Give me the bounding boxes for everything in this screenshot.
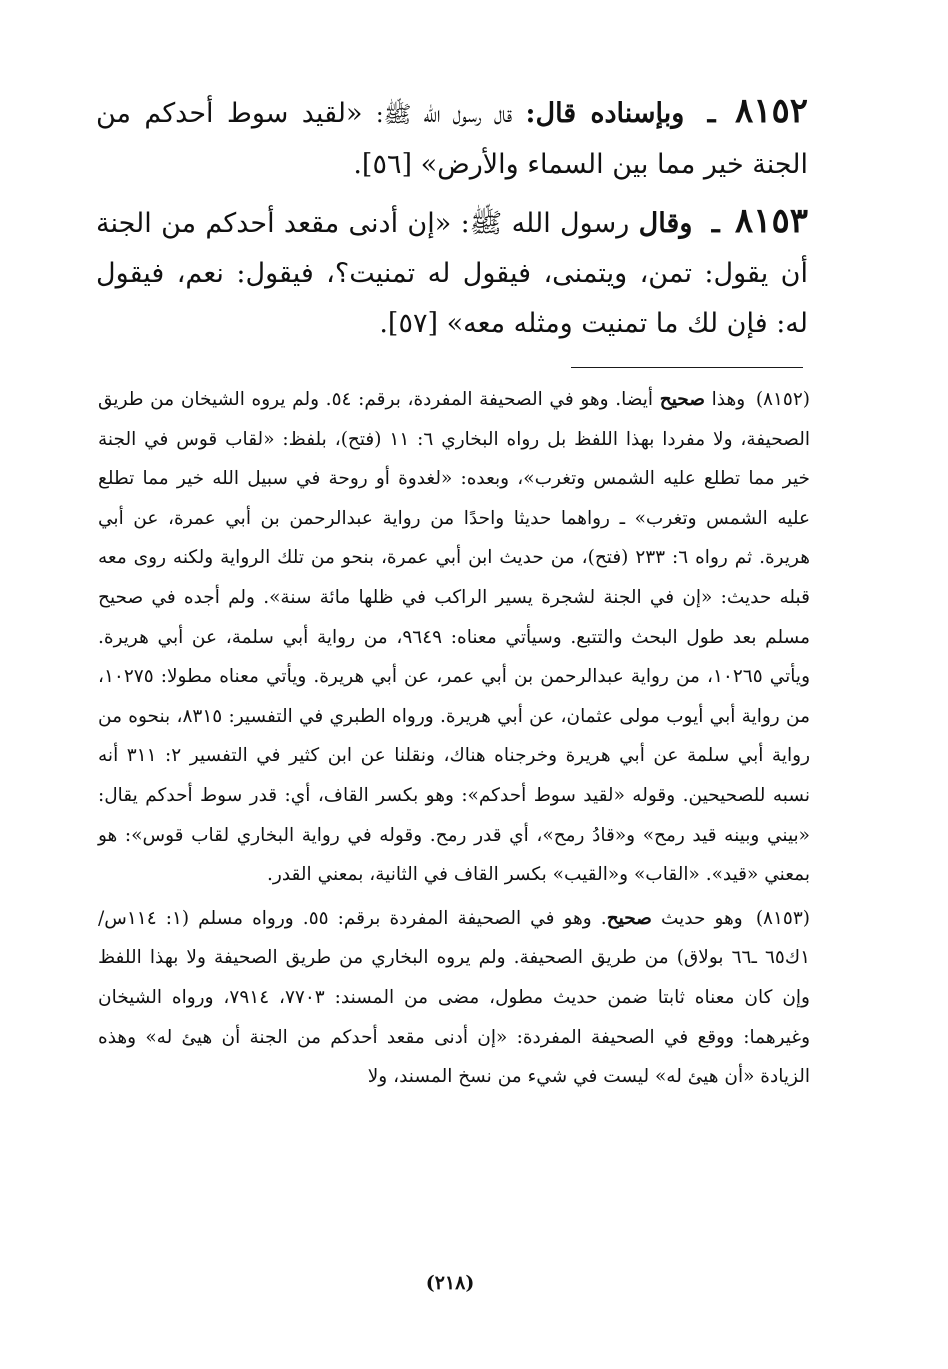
hadith-number: ٨١٥٣: [734, 201, 808, 241]
footnote-lead: وهذا: [711, 389, 746, 410]
footnote-8153: [98, 899, 810, 1097]
hadith-narrator: قال رسول الله ﷺ:: [375, 102, 513, 128]
hadith-lead: وبإسناده قال:: [525, 98, 685, 129]
hadith-dash: ـ: [711, 208, 720, 239]
footnote-text: أيضا. وهو في الصحيفة المفردة، برقم: ٥٤. ولم يروه الشيخان من طريق الصحيفة، ولا مفردا بهذا اللفظ بل رواه البخاري ٦: ١١ (فتح)، بلفظ: «لقاب قوس في الجنة خير مما تطلع عليه الشمس وتغرب»، وبعده: «لغدوة أو روحة في سبيل الله خير مما تطلع عليه الشمس وتغرب» ـ رواهما حديثا واحدًا من رواية عبدالرحمن بن أبي عمرة، عن أبي هريرة. ثم رواه ٦: ٢٣٣ (فتح)، من حديث ابن أبي عمرة، بنحو من تلك الرواية ولكنه روى معه قبله حديث: «إن في الجنة لشجرة يسير الراكب في ظلها مائة سنة». ولم أجده في صحيح مسلم بعد طول البحث والتتبع. وسيأتي معناه: ٩٦٤٩، من رواية أبي سلمة، عن أبي هريرة. ويأتي ١٠٢٦٥، من رواية عبدالرحمن بن أبي عمر، عن أبي هريرة. ويأتي معناه مطولا: ١٠٢٧٥، من رواية أبي أيوب مولى عثمان، عن أبي هريرة. ورواه الطبري في التفسير: ٨٣١٥، بنحوه من رواية أبي سلمة عن أبي هريرة وخرجناه هناك، ونقلنا عن ابن كثير في التفسير ٢: ٣١١ أنه نسبه للصحيحين. وقوله «لقيد سوط أحدكم»: وهو بكسر القاف، أي: قدر سوط أحدكم يقال: «بيني وبينه قيد رمح» و«قادُ رمح»، أي قدر رمح. وقوله في رواية البخاري لقاب قوس»: هو بمعني «قيد». «القاب» و«القيب» بكسر القاف في الثانية، بمعني القدر.: [98, 389, 811, 886]
footnote-ref: (٨١٥٢): [755, 389, 811, 410]
hadith-number: ٨١٥٢: [734, 91, 808, 131]
grade-label: صحيح: [659, 389, 705, 410]
hadith-8153: [96, 196, 808, 349]
hadith-text: «لقيد سوط أحدكم من الجنة خير مما بين السماء والأرض» [٥٦].: [96, 98, 808, 180]
hadith-dash: ـ: [707, 98, 716, 129]
hadith-lead: وقال: [638, 208, 693, 239]
hadith-narrator: رسول الله ﷺ:: [460, 208, 630, 239]
main-text: [96, 86, 808, 349]
footnote-lead: وهو حديث: [660, 907, 743, 929]
footnote-ref: (٨١٥٣): [755, 907, 811, 929]
footnote-8152: [98, 380, 810, 895]
page-number: (٢١٨): [425, 1272, 475, 1294]
hadith-8152: [96, 86, 808, 190]
footnote-text: . وهو في الصحيفة المفردة برقم: ٥٥. ورواه مسلم (١: ١١٤س/ ١ك٦٥ ـ٦٦ بولاق) من طريق الصحيفة. ولم يروه البخاري من طريق الصحيفة ولا بهذا اللفظ وإن كان معناه ثابتا ضمن حديث مطول، مضى من المسند: ٧٧٠٣، ٧٩١٤، ورواه الشيخان وغيرهما: ووقع في الصحيفة المفردة: «إن أدنى مقعد أحدكم من الجنة أن هيئ له» وهذه الزيادة «أن هيئ له» ليست في شيء من نسخ المسند، ولا: [98, 907, 810, 1088]
grade-label: صحيح: [606, 907, 652, 929]
footnote-divider: [571, 367, 803, 368]
footnotes: [98, 380, 810, 1097]
hadith-text: «إن أدنى مقعد أحدكم من الجنة أن يقول: تمن، ويتمنى، فيقول له تمنيت؟، فيقول: نعم، فيقول له: فإن لك ما تمنيت ومثله معه» [٥٧].: [96, 208, 808, 339]
